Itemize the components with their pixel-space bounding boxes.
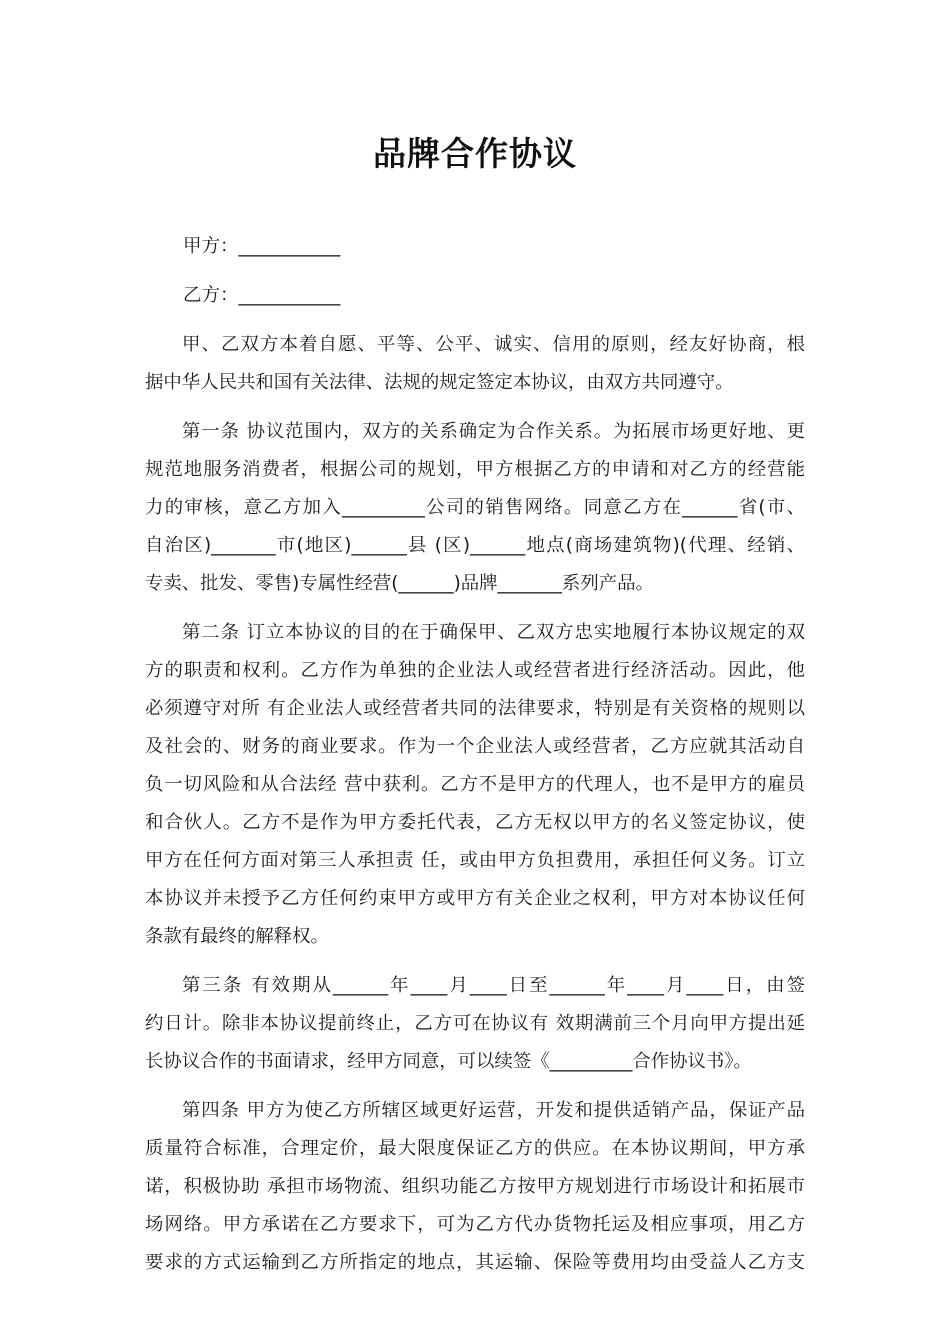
text-line: 和合伙人。乙方不是作为甲方委托代表，乙方无权以甲方的名义签定协议，使 bbox=[145, 812, 805, 833]
text-line: 长协议合作的书面请求，经甲方同意，可以续签《_________合作协议书》。 bbox=[145, 1051, 752, 1072]
text-line: 第一条 协议范围内，双方的关系确定为合作关系。为拓展市场更好地、更 bbox=[182, 421, 805, 442]
text-line: 方的职责和权利。乙方作为单独的企业法人或经营者进行经济活动。因此，他 bbox=[145, 660, 805, 681]
article-3-paragraph bbox=[145, 967, 805, 1081]
intro-paragraph bbox=[145, 326, 805, 402]
text-line: 负一切风险和从合法经 营中获利。乙方不是甲方的代理人，也不是甲方的雇员 bbox=[145, 774, 805, 795]
text-line: 甲方在任何方面对第三人承担责 任，或由甲方负担费用，承担任何义务。订立 bbox=[145, 850, 805, 871]
party-b-line: 乙方：___________ bbox=[183, 285, 341, 306]
text-line: 规范地服务消费者，根据公司的规划，甲方根据乙方的申请和对乙方的经营能 bbox=[145, 459, 805, 480]
text-line: 必须遵守对所 有企业法人或经营者共同的法律要求，特别是有关资格的规则以 bbox=[145, 698, 805, 719]
article-4-paragraph bbox=[145, 1092, 805, 1282]
document-title: 品牌合作协议 bbox=[373, 134, 577, 173]
agreement-body bbox=[145, 326, 805, 1293]
text-line: 甲、乙双方本着自愿、平等、公平、诚实、信用的原则，经友好协商，根 bbox=[182, 334, 805, 355]
text-line: 约日计。除非本协议提前终止，乙方可在协议有 效期满前三个月向甲方提出延 bbox=[145, 1013, 805, 1034]
article-2-paragraph bbox=[145, 614, 805, 956]
text-line: 第四条 甲方为使乙方所辖区域更好运营，开发和提供适销产品，保证产品 bbox=[182, 1100, 805, 1121]
text-line: 场网络。甲方承诺在乙方要求下，可为乙方代办货物托运及相应事项，用乙方 bbox=[145, 1214, 805, 1235]
text-line: 专卖、批发、零售)专属性经营(______)品牌_______系列产品。 bbox=[145, 573, 654, 594]
text-line: 及社会的、财务的商业要求。作为一个企业法人或经营者，乙方应就其活动自 bbox=[145, 736, 805, 757]
text-line: 条款有最终的解释权。 bbox=[145, 926, 329, 947]
party-a-line: 甲方：___________ bbox=[183, 236, 341, 257]
text-line: 第三条 有效期从______年____月____日至______年____月____日，由签 bbox=[182, 975, 805, 996]
text-line: 质量符合标准，合理定价，最大限度保证乙方的供应。在本协议期间，甲方承 bbox=[145, 1138, 805, 1159]
text-line: 自治区)_______市(地区)______县 (区)______地点(商场建筑物)(代理、经销、 bbox=[145, 535, 805, 556]
text-line: 要求的方式运输到乙方所指定的地点，其运输、保险等费用均由受益人乙方支 bbox=[145, 1252, 805, 1273]
text-line: 本协议并未授予乙方任何约束甲方或甲方有关企业之权利，甲方对本协议任何 bbox=[145, 888, 805, 909]
text-line: 诺，积极协助 承担市场物流、组织功能乙方按甲方规划进行市场设计和拓展市 bbox=[145, 1176, 805, 1197]
article-1-paragraph bbox=[145, 413, 805, 603]
text-line: 据中华人民共和国有关法律、法规的规定签定本协议，由双方共同遵守。 bbox=[145, 372, 734, 393]
text-line: 力的审核，意乙方加入_________公司的销售网络。同意乙方在______省(市、 bbox=[145, 497, 805, 518]
text-line: 第二条 订立本协议的目的在于确保甲、乙双方忠实地履行本协议规定的双 bbox=[182, 622, 805, 643]
